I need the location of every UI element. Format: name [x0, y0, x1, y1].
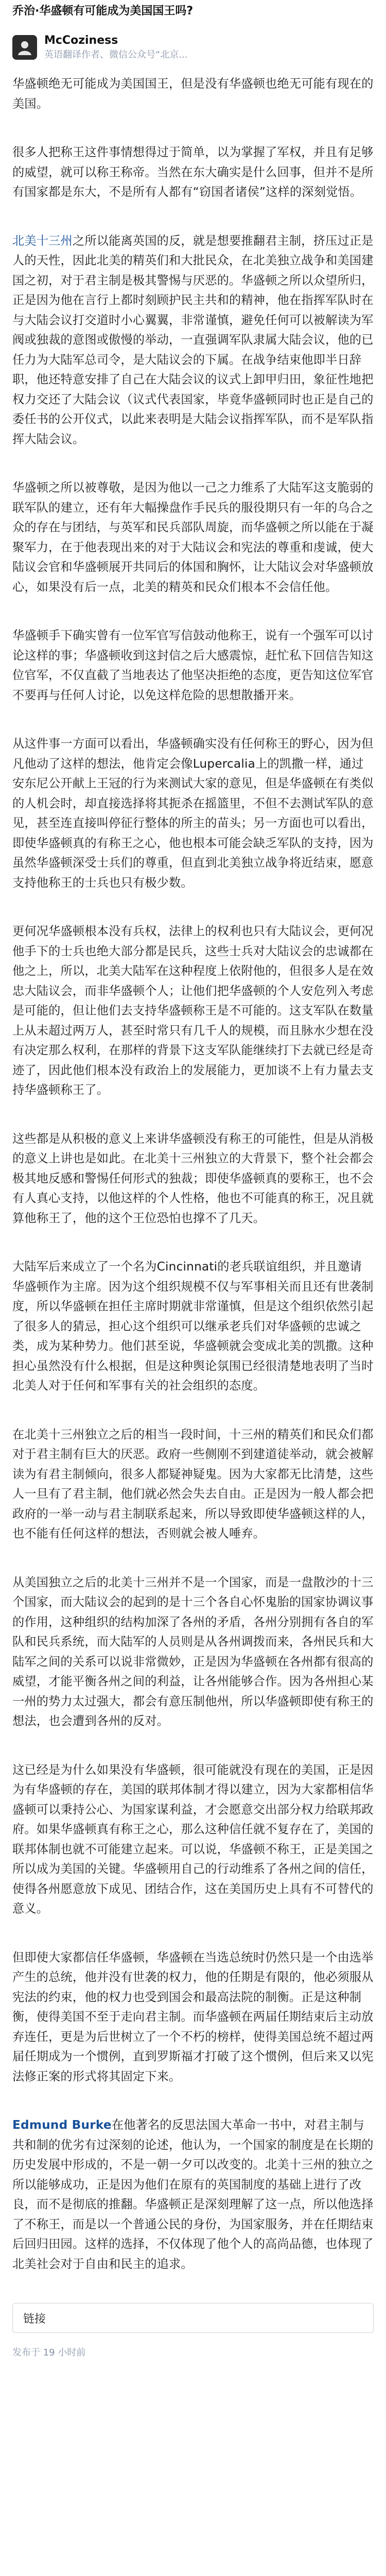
paragraph-5	[12, 626, 374, 705]
link-card-label: 链接	[23, 2312, 46, 2326]
link-card[interactable]	[12, 2303, 374, 2333]
question-title[interactable]: 乔治·华盛顿有可能成为美国国王吗?	[12, 5, 194, 18]
paragraph-13	[12, 1948, 374, 2087]
author-meta	[44, 33, 188, 62]
paragraph-text: 很多人把称王这件事情想得过于简单，以为掌握了军权，并且有足够的威望，就可以称王称帝。当然在东大确实是什么回事，但并不是所有国家都是东大，不是所有人都有“窃国者诸侯”这样的深刻觉悟。	[12, 145, 374, 199]
paragraph-10	[12, 1425, 374, 1544]
paragraph-8	[12, 1129, 374, 1229]
paragraph-text: 但即使大家都信任华盛顿，华盛顿在当选总统时仍然只是一个由选举产生的总统，他并没有世袭的权力，他的任期是有限的，他必须服从宪法的约束，他的权力也受到国会和最高法院的制衡。正是这种制衡，使得美国不至于走向君主制。而华盛顿在两届任期结束后主动放弃连任，更是为后世树立了一个不朽的榜样，使得美国总统不超过两届任期成为一个惯例，直到罗斯福才打破了这个惯例，但后来又以宪法修正案的形式将其固定下来。	[12, 1950, 374, 2083]
paragraph-text: 华盛顿绝无可能成为美国国王，但是没有华盛顿也绝无可能有现在的美国。	[12, 77, 374, 111]
paragraph-text: 从这件事一方面可以看出，华盛顿确实没有任何称王的野心，因为但凡他动了这样的想法，他肯定会像Lupercalia上的凯撒一样，通过安东尼公开献上王冠的行为来测试大家的意见，但是华盛顿在有类似的人机会时，却直接选择将其扼杀在摇篮里，不但不去测试军队的意见，甚至连直接叫停征行整体的所主的苗头；另一方面也可以看出，即使华盛顿真的有称王之心，他也根本可能会缺乏军队的支持，因为虽然华盛顿深受士兵们的尊重，但直到北美独立战争将近结束，愿意支持他称王的士兵也只有极少数。	[12, 737, 374, 890]
paragraph-3	[12, 231, 374, 450]
paragraph-6	[12, 734, 374, 893]
paragraph-text: 在北美十三州独立之后的相当一段时间，十三州的精英们和民众们都对于君主制有巨大的厌恶。政府一些侧刚不到建道徒举动，就会被解读为有君主制倾向，很多人都疑神疑鬼。因为大家都无比清楚，这些人一旦有了君主制，他们就必然会失去自由。正是因为一般人都会把政府的一举一动与君主制联系起来，所以导致即使华盛顿这样的人，也不能有任何这样的想法，否则就会被人唾弃。	[12, 1427, 374, 1540]
paragraph-12	[12, 1760, 374, 1919]
paragraph-11	[12, 1573, 374, 1732]
paragraph-text: 这些都是从积极的意义上来讲华盛顿没有称王的可能性，但是从消极的意义上讲也是如此。在北美十三州独立的大背景下，整个社会都会极其地反感和警惕任何形式的独裁；即使华盛顿真的要称王，也不会有人真心支持，以他这样的个人性格，他也不可能真的称王，况且就算他称王了，他的这个王位恐怕也撑不了几天。	[12, 1131, 374, 1225]
paragraph-1	[12, 74, 374, 114]
author-avatar-icon	[15, 38, 34, 57]
paragraph-9	[12, 1257, 374, 1396]
author-bio: 英语翻译作者、微信公众号“北京...	[44, 49, 188, 60]
paragraph-7	[12, 922, 374, 1100]
publish-time: 发布于 19 小时前	[12, 2347, 86, 2358]
avatar[interactable]	[12, 35, 37, 60]
paragraph-text: 从美国独立之后的北美十三州并不是一个国家，而是一盘散沙的十三个国家，而大陆议会的起到的是十三个各自心怀鬼胎的国家协调议事的作用，这种组织的结构加深了各州的矛盾，各州分别拥有各自的军队和民兵系统，而大陆军的人员则是从各州调拨而来，各州民兵和大陆军之间的关系可以说非常微妙，正是因为华盛顿在各州都有很高的威望，才能平衡各州之间的利益，让各州能够合作。因为各州担心某一州的势力太过强大，都会有意压制他州，所以华盛顿即使有称王的想法，也会遭到各州的反对。	[12, 1575, 374, 1728]
paragraph-text: 华盛顿之所以被尊敬，是因为他以一己之力维系了大陆军这支脆弱的联军队的建立，还有年大幅操盘作手民兵的服役期只有一年的乌合之众的存在与团结，与英军和民兵部队周旋，而华盛顿之所以能在于凝聚军力，在于他表现出来的对于大陆议会和宪法的尊重和虔诚，使大陆议会官和华盛顿展开共同后的体国和胸怀，让大陆议会对华盛顿放心，如果没有后一点，北美的精英和民众们根本不会信任他。	[12, 481, 374, 594]
author-name[interactable]: McCoziness	[44, 34, 118, 47]
paragraph-2	[12, 143, 374, 202]
paragraph-text: 华盛顿手下确实曾有一位军官写信鼓动他称王，说有一个强军可以讨论这样的事；华盛顿收到这封信之后大感震惊，赶忙私下回信告知这位官军，不仅直截了当地表达了他坚决拒绝的态度，更告知这位军官不要再与任何人讨论，以免这样危险的思想散播开来。	[12, 629, 374, 702]
answer-content	[0, 67, 386, 2274]
paragraph-4	[12, 478, 374, 597]
paragraph-text: 更何况华盛顿根本没有兵权，法律上的权利也只有大陆议会，更何况他手下的士兵也绝大部分都是民兵，这些士兵对大陆议会的忠诚都在他之上，所以，北美大陆军在这种程度上依附他的，但很多人是在效忠大陆议会，而非华盛顿个人；让他们把华盛顿的个人安危列入考虑是可能的，但让他们去支持华盛顿称王是不可能的。这支军队在数量上从未超过两万人，甚至时常只有几千人的规模，而且脉水少想在没有决定那么权利，在那样的背景下这支军队能继续打下去就已经是奇迹了，因此他们根本没有政治上的发展能力，更加谈不上有力量去支持华盛顿称王了。	[12, 924, 374, 1097]
paragraph-text: 这已经是为什么如果没有华盛顿，很可能就没有现在的美国，正是因为有华盛顿的存在，美国的联邦体制才得以建立，因为大家都相信华盛顿可以秉持公心、为国家谋利益，才会愿意交出部分权力给联邦政府。如果华盛顿真有称王之心，那么这种信任就不复存在了，美国的联邦体制也就不可能建立起来。可以说，华盛顿不称王，正是美国之所以成为美国的关键。华盛顿用自己的行动维系了各州之间的信任，使得各州愿意放下成见、团结合作，这在美国历史上具有不可替代的意义。	[12, 1762, 374, 1916]
thirteen-colonies-link[interactable]: 北美十三州	[12, 233, 73, 248]
paragraph-text: 大陆军后来成立了一个名为Cincinnati的老兵联谊组织，并且邀请华盛顿作为主席。因为这个组织规模不仅与军事相关而且还有世袭制度，所以华盛顿在担任主席时期就非常谨慎，但是这个组织依然引起了很多人的猜忌，担心这个组织可以继承老兵们对华盛顿的忠诚之类，成为某种势力。他们甚至说，华盛顿就会变成北美的凯撒。这种担心虽然没有什么根据，但是这种舆论氛围已经很清楚地表明了当时北美人对于任何和军事有关的社会组织的态度。	[12, 1260, 374, 1393]
paragraph-14	[12, 2115, 374, 2274]
paragraph-text: 之所以能离英国的反，就是想要推翻君主制，挤压过正是人的天性，因此北美的精英们和大批民众，在北美独立战争和美国建国之初，对于君主制是极其警惕与厌恶的。华盛顿之所以众望所归，正是因为他在言行上都时刻顾护民主共和的精神，他在指挥军队时在与大陆会议打交道时小心翼翼，非常谨慎，避免任何可以被解读为军阀或独裁的意图或傲慢的举动，一直强调军队隶属大陆会议，他的已任力为大陆军总司令，是大陆议会的下属。在战争结束他即半日辞职，他还特意安排了自己在大陆会议的议式上卸甲归田，象征性地把权力交还了大陆会议（议式代表国家，毕竟华盛顿同时也正是自己的委任书的公开仪式，以此来表明是大陆会议指挥军队，而不是军队指挥大陆会议。	[12, 233, 374, 446]
edmund-burke-link[interactable]: Edmund Burke	[12, 2118, 112, 2132]
author-card[interactable]	[0, 20, 386, 67]
paragraph-text: 在他著名的反思法国大革命一书中，对君主制与共和制的优劣有过深刻的论述，他认为，一个国家的制度是在长期的历史发展中形成的，不是一朝一夕可以改变的。北美十三州的独立之所以能够成功，正是因为他们在原有的英国制度的基础上进行了改良，而不是彻底的推翻。华盛顿正是深刻理解了这一点，所以他选择了不称王，而是以一个普通公民的身份，为国家服务，并在任期结束后回归田园。这样的选择，不仅体现了他个人的高尚品德，也体现了北美社会对于自由和民主的追求。	[12, 2118, 374, 2271]
